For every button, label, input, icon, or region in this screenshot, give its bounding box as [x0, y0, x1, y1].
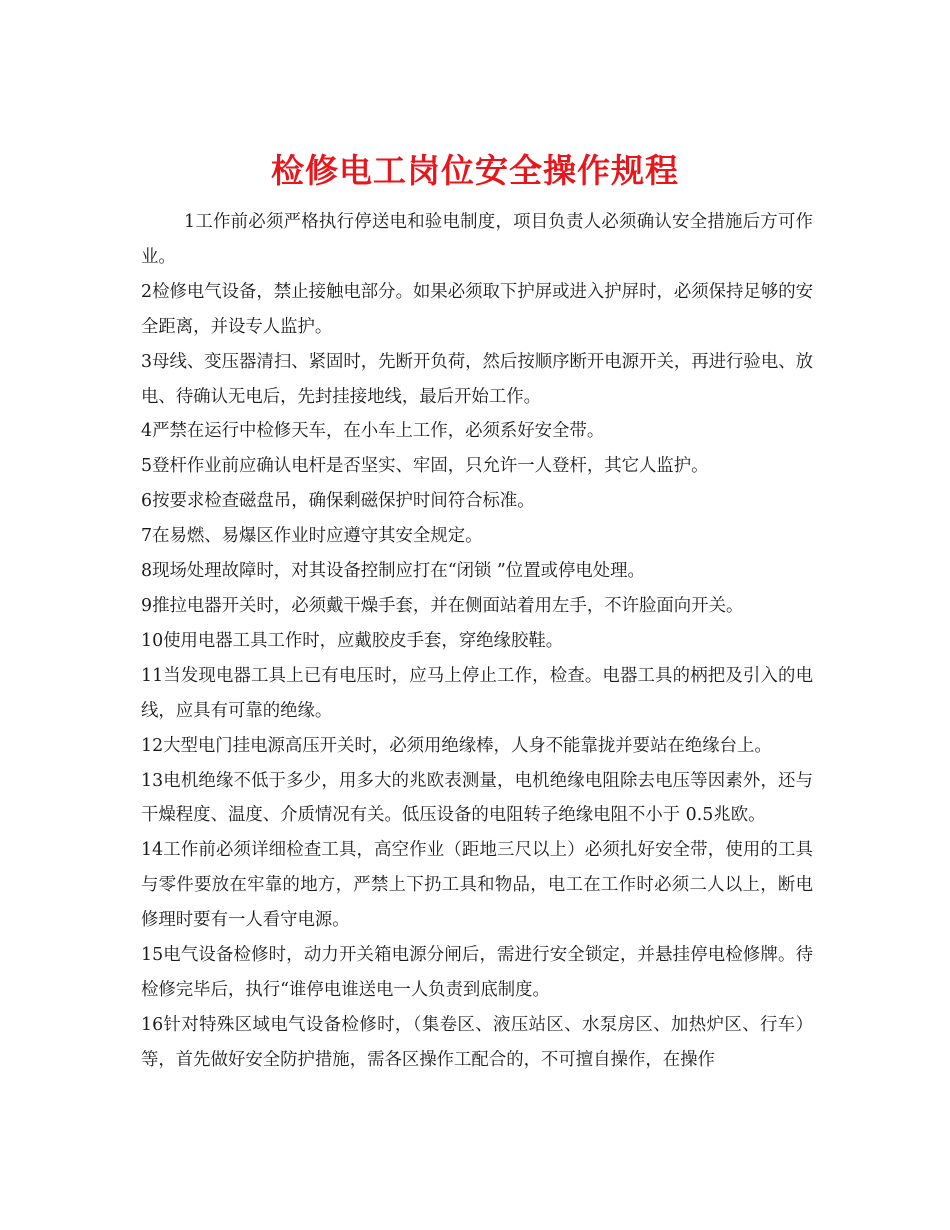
paragraph-12: 12大型电门挂电源高压开关时，必须用绝缘棒，人身不能靠拢并要站在绝缘台上。	[141, 735, 772, 756]
paragraph-9: 9推拉电器开关时，必须戴干燥手套，并在侧面站着用左手，不许脸面向开关。	[141, 595, 744, 616]
paragraph-8: 8现场处理故障时，对其设备控制应打在“闭锁 ”位置或停电处理。	[141, 561, 645, 582]
page-title: 检修电工岗位安全操作规程	[271, 151, 679, 191]
document-body	[141, 205, 813, 1078]
paragraph-10: 10使用电器工具工作时，应戴胶皮手套，穿绝缘胶鞋。	[141, 630, 564, 651]
paragraph-5: 5登杆作业前应确认电杆是否坚实、牢固，只允许一人登杆，其它人监护。	[141, 456, 709, 477]
paragraph-15: 15电气设备检修时，动力开关箱电源分闸后，需进行安全锁定，并悬挂停电检修牌。待检修完毕后，执行“谁停电谁送电一人负责到底制度。	[141, 945, 813, 1000]
paragraph-4: 4严禁在运行中检修天车，在小车上工作，必须系好安全带。	[141, 421, 605, 442]
paragraph-16: 16针对特殊区域电气设备检修时，（集卷区、液压站区、水泵房区、加热炉区、行车）等，首先做好安全防护措施，需各区操作工配合的，不可擅自操作，在操作	[141, 1014, 813, 1070]
paragraph-7: 7在易燃、易爆区作业时应遵守其安全规定。	[141, 526, 483, 547]
paragraph-11: 11当发现电器工具上已有电压时，应马上停止工作，检查。电器工具的柄把及引入的电线，应具有可靠的绝缘。	[141, 665, 813, 721]
paragraph-3: 3母线、变压器清扫、紧固时，先断开负荷，然后按顺序断开电源开关，再进行验电、放电、待确认无电后，先封挂接地线，最后开始工作。	[141, 351, 813, 407]
paragraph-2: 2检修电气设备，禁止接触电部分。如果必须取下护屏或进入护屏时，必须保持足够的安全距离，并设专人监护。	[141, 281, 813, 337]
paragraph-1: 1工作前必须严格执行停送电和验电制度，项目负责人必须确认安全措施后方可作业。	[141, 212, 813, 267]
paragraph-14: 14工作前必须详细检查工具，高空作业（距地三尺以上）必须扎好安全带，使用的工具与零件要放在牢靠的地方，严禁上下扔工具和物品，电工在工作时必须二人以上，断电修理时要有一人看守电源。	[141, 840, 813, 931]
paragraph-6: 6按要求检查磁盘吊，确保剩磁保护时间符合标准。	[141, 491, 535, 512]
paragraph-13: 13电机绝缘不低于多少，用多大的兆欧表测量，电机绝缘电阻除去电压等因素外，还与干燥程度、温度、介质情况有关。低压设备的电阻转子绝缘电阻不小于 0.5兆欧。	[141, 770, 813, 826]
